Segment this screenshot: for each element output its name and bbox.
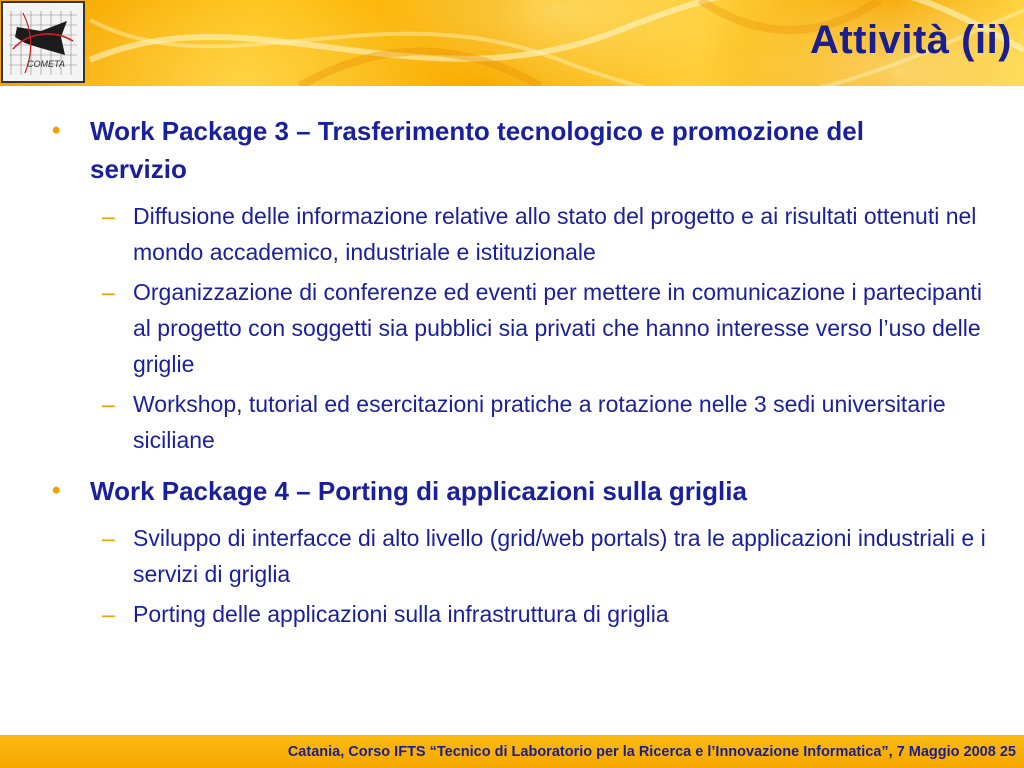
svg-text:COMETA: COMETA	[27, 59, 65, 69]
sicily-map-grid-logo-icon	[3, 3, 83, 81]
subitem-text: Workshop, tutorial ed esercitazioni pratiche a rotazione nelle 3 sedi universitarie siciliane	[133, 391, 946, 453]
logo	[1, 1, 85, 83]
subitem-wp4-sviluppo	[0, 520, 1000, 592]
slide-title: Attività (ii)	[809, 18, 1012, 62]
footer-caption: Catania, Corso IFTS “Tecnico di Laboratorio per la Ricerca e l’Innovazione Informatica”, 7 Maggio 2008	[287, 744, 996, 760]
page-number: 25	[999, 744, 1016, 760]
subitem-text: Diffusione delle informazione relative allo stato del progetto e ai risultati ottenuti nel mondo accademico, industriale e istituzionale	[133, 203, 977, 265]
dash-icon: –	[102, 601, 115, 627]
bullet-text: Work Package 4 – Porting di applicazioni sulla griglia	[90, 476, 747, 506]
subitem-text: Sviluppo di interfacce di alto livello (grid/web portals) tra le applicazioni industriali e i servizi di griglia	[133, 525, 986, 587]
subitem-wp4-porting	[0, 596, 1000, 632]
dash-icon: –	[102, 391, 115, 417]
dash-icon: –	[102, 525, 115, 551]
footer-text	[288, 741, 1016, 763]
bullet-item-wp4	[0, 472, 900, 510]
subitem-wp3-workshop	[0, 386, 1000, 458]
dash-icon: –	[102, 279, 115, 305]
subitem-text: Porting delle applicazioni sulla infrastruttura di griglia	[133, 601, 669, 627]
footer-bar	[0, 735, 1024, 768]
subitem-text: Organizzazione di conferenze ed eventi per mettere in comunicazione i partecipanti al progetto con soggetti sia pubblici sia privati che hanno interesse verso l’uso delle griglie	[133, 279, 982, 377]
bullet-text: Work Package 3 – Trasferimento tecnologico e promozione del servizio	[90, 116, 864, 184]
header-band	[0, 0, 1024, 86]
slide-content	[0, 112, 1024, 636]
subitem-wp3-diffusione	[0, 198, 1000, 270]
bullet-icon: •	[52, 477, 61, 504]
dash-icon: –	[102, 203, 115, 229]
bullet-icon: •	[52, 117, 61, 144]
bullet-item-wp3	[0, 112, 900, 188]
subitem-wp3-organizzazione	[0, 274, 1000, 382]
